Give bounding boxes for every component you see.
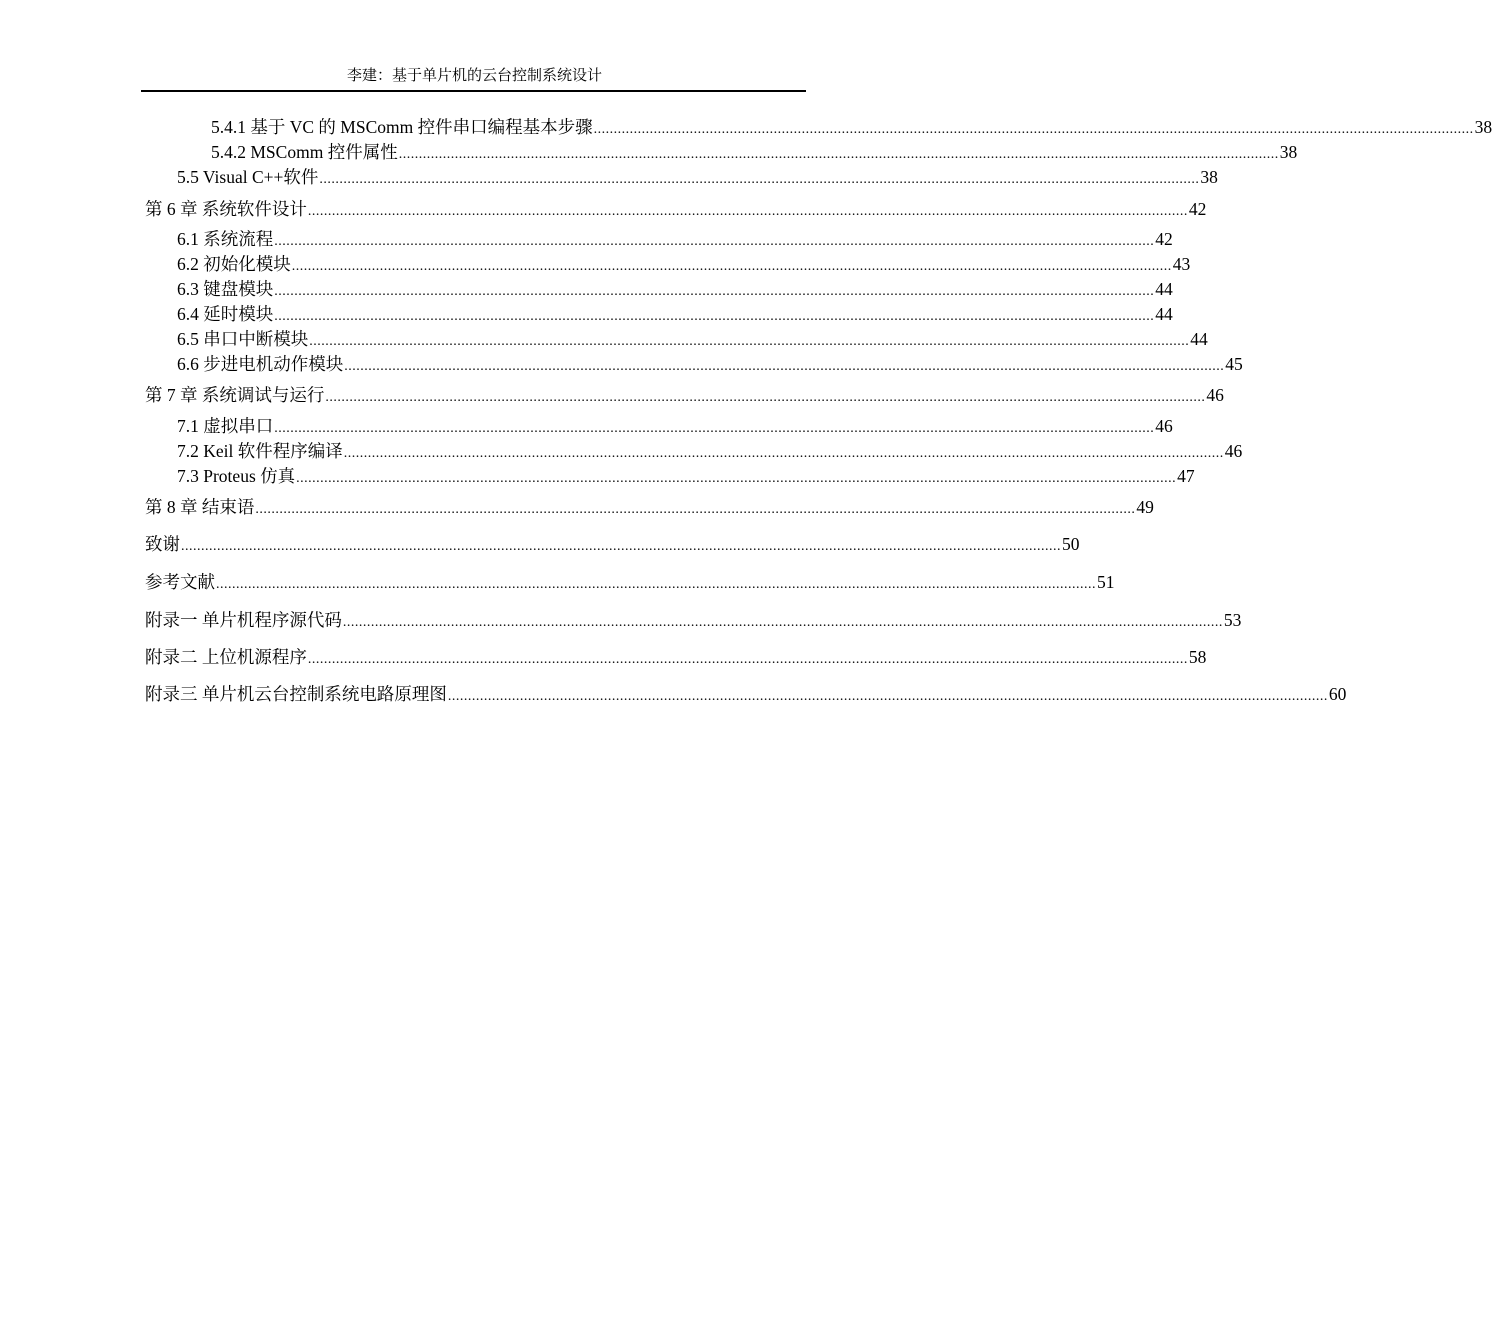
toc-entry-page: 42 <box>1155 229 1173 249</box>
toc-entry-label: 6.6 步进电机动作模块 <box>177 354 344 374</box>
toc-entry-label: 6.1 系统流程 <box>177 229 274 249</box>
dot-leader: ............................................................................................................................................................................................................................ <box>274 309 1155 324</box>
dot-leader: ............................................................................................................................................................................................................................ <box>216 577 1096 592</box>
toc-entry-page: 44 <box>1190 329 1208 349</box>
dot-leader: ............................................................................................................................................................................................................................ <box>342 615 1223 630</box>
dot-leader: ............................................................................................................................................................................................................................ <box>593 122 1474 137</box>
toc-entry-label: 参考文献 <box>145 572 215 592</box>
dot-leader: ............................................................................................................................................................................................................................ <box>255 502 1136 517</box>
toc-entry-page: 58 <box>1188 647 1207 667</box>
toc-chapter-entry[interactable] <box>145 532 1080 556</box>
toc-entry-page: 44 <box>1155 279 1173 299</box>
toc-entry[interactable] <box>177 352 1243 376</box>
toc-entry-page: 38 <box>1279 142 1298 162</box>
toc-entry-label: 6.5 串口中断模块 <box>177 329 309 349</box>
toc-entry-page: 49 <box>1136 497 1154 517</box>
toc-entry-page: 38 <box>1474 117 1492 137</box>
toc-entry-page: 60 <box>1328 684 1347 704</box>
dot-leader: ............................................................................................................................................................................................................................ <box>343 446 1224 461</box>
dot-leader: ............................................................................................................................................................................................................................ <box>344 359 1225 374</box>
toc-chapter-entry[interactable] <box>145 570 1115 594</box>
toc-entry-label: 5.4.2 MSComm 控件属性 <box>211 142 398 162</box>
toc-entry[interactable] <box>177 165 1218 189</box>
toc-entry[interactable] <box>177 464 1195 488</box>
toc-entry[interactable] <box>177 252 1191 276</box>
toc-entry-label: 6.2 初始化模块 <box>177 254 291 274</box>
toc-entry[interactable] <box>211 140 1298 164</box>
toc-entry[interactable] <box>177 439 1243 463</box>
toc-chapter-entry[interactable] <box>145 645 1207 669</box>
dot-leader: ............................................................................................................................................................................................................................ <box>274 284 1155 299</box>
toc-entry-page: 42 <box>1188 199 1207 219</box>
toc-entry-label: 第 8 章 结束语 <box>145 497 255 517</box>
toc-entry-page: 43 <box>1172 254 1191 274</box>
toc-chapter-entry[interactable] <box>145 197 1207 221</box>
toc-entry[interactable] <box>177 302 1173 326</box>
toc-entry-page: 47 <box>1177 466 1195 486</box>
toc-entry[interactable] <box>177 227 1173 251</box>
dot-leader: ............................................................................................................................................................................................................................ <box>291 259 1172 274</box>
toc-entry-page: 46 <box>1206 385 1224 405</box>
toc-chapter-entry[interactable] <box>145 682 1347 706</box>
toc-entry-label: 7.1 虚拟串口 <box>177 416 274 436</box>
toc-chapter-entry[interactable] <box>145 495 1154 519</box>
toc-entry[interactable] <box>177 327 1208 351</box>
toc-entry-page: 53 <box>1223 610 1242 630</box>
toc-entry-page: 38 <box>1200 167 1218 187</box>
toc-entry[interactable] <box>177 277 1173 301</box>
toc-entry[interactable] <box>211 115 1492 139</box>
toc-entry-page: 46 <box>1224 441 1243 461</box>
toc-entry-page: 46 <box>1155 416 1173 436</box>
toc-entry-label: 附录三 单片机云台控制系统电路原理图 <box>145 684 447 704</box>
dot-leader: ............................................................................................................................................................................................................................ <box>274 421 1155 436</box>
toc-entry-label: 7.2 Keil 软件程序编译 <box>177 441 343 461</box>
dot-leader: ............................................................................................................................................................................................................................ <box>181 539 1061 554</box>
toc-entry[interactable] <box>177 414 1173 438</box>
dot-leader: ............................................................................................................................................................................................................................ <box>309 334 1190 349</box>
dot-leader: ............................................................................................................................................................................................................................ <box>307 204 1188 219</box>
toc-entry-page: 51 <box>1097 572 1115 592</box>
dot-leader: ............................................................................................................................................................................................................................ <box>447 689 1328 704</box>
toc-entry-label: 6.4 延时模块 <box>177 304 274 324</box>
dot-leader: ............................................................................................................................................................................................................................ <box>296 471 1177 486</box>
dot-leader: ............................................................................................................................................................................................................................ <box>274 234 1155 249</box>
dot-leader: ............................................................................................................................................................................................................................ <box>325 390 1206 405</box>
header-rule <box>141 90 806 92</box>
toc-chapter-entry[interactable] <box>145 608 1242 632</box>
toc-chapter-entry[interactable] <box>145 383 1224 407</box>
toc-entry-label: 5.5 Visual C++软件 <box>177 167 319 187</box>
toc-entry-label: 附录二 上位机源程序 <box>145 647 307 667</box>
dot-leader: ............................................................................................................................................................................................................................ <box>319 172 1200 187</box>
toc-entry-label: 致谢 <box>145 534 180 554</box>
toc-entry-label: 附录一 单片机程序源代码 <box>145 610 342 630</box>
toc-entry-label: 7.3 Proteus 仿真 <box>177 466 296 486</box>
toc-entry-label: 第 6 章 系统软件设计 <box>145 199 307 219</box>
toc-entry-label: 第 7 章 系统调试与运行 <box>145 385 325 405</box>
toc-entry-label: 6.3 键盘模块 <box>177 279 274 299</box>
toc-entry-page: 45 <box>1225 354 1243 374</box>
toc-entry-page: 50 <box>1062 534 1080 554</box>
toc-entry-label: 5.4.1 基于 VC 的 MSComm 控件串口编程基本步骤 <box>211 117 593 137</box>
dot-leader: ............................................................................................................................................................................................................................ <box>307 652 1188 667</box>
toc-entry-page: 44 <box>1155 304 1173 324</box>
running-header: 李建：基于单片机的云台控制系统设计 <box>346 68 602 84</box>
dot-leader: ............................................................................................................................................................................................................................ <box>398 147 1279 162</box>
